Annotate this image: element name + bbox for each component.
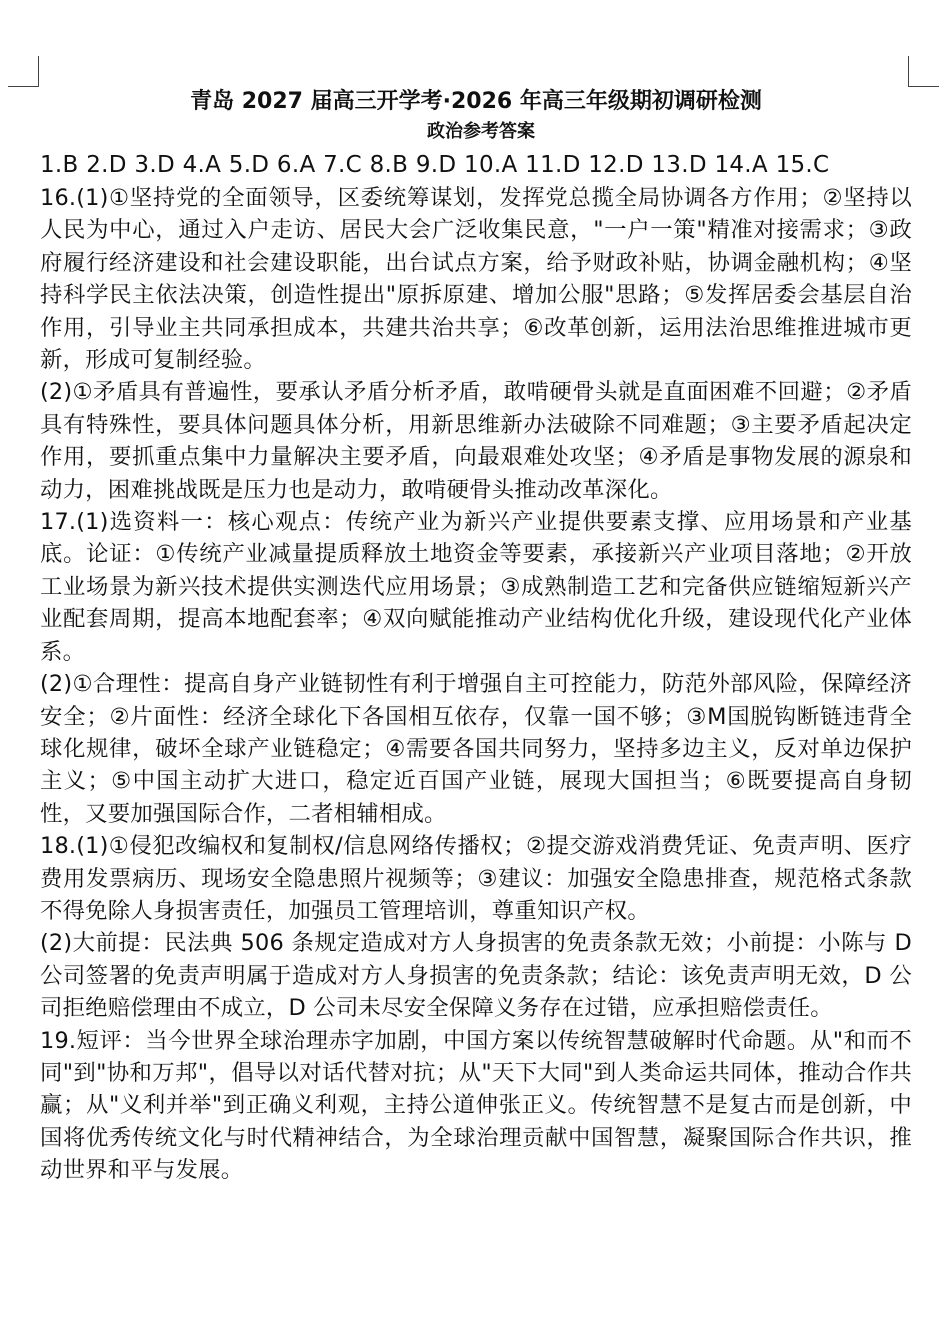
answer-16-part-2: (2)①矛盾具有普遍性，要承认矛盾分析矛盾，敢啃硬骨头就是直面困难不回避；②矛盾具有特殊性，要具体问题具体分析，用新思维新办法破除不同难题；③主要矛盾起决定作用，要抓重点集中力量解决主要矛盾，向最艰难处攻坚；④矛盾是事物发展的源泉和动力，困难挑战既是压力也是动力，敢啃硬骨头推动改革深化。 (40, 379, 912, 503)
multiple-choice-answers: 1.B 2.D 3.D 4.A 5.D 6.A 7.C 8.B 9.D 10.A 11.D 12.D 13.D 14.A 15.C (40, 152, 830, 178)
answer-sheet (40, 86, 912, 1187)
answer-19: 19.短评：当今世界全球治理赤字加剧，中国方案以传统智慧破解时代命题。从"和而不同"到"协和万邦"，倡导以对话代替对抗；从"天下大同"到人类命运共同体，推动合作共赢；从"义利并举"到正确义利观，主持公道伸张正义。传统智慧不是复古而是创新，中国将优秀传统文化与时代精神结合，为全球治理贡献中国智慧，凝聚国际合作共识，推动世界和平与发展。 (40, 1027, 912, 1184)
answer-17-part-2: (2)①合理性：提高自身产业链韧性有利于增强自主可控能力，防范外部风险，保障经济安全；②片面性：经济全球化下各国相互依存，仅靠一国不够；③M国脱钩断链违背全球化规律，破坏全球产业链稳定；④需要各国共同努力，坚持多边主义，反对单边保护主义；⑤中国主动扩大进口，稳定近百国产业链，展现大国担当；⑥既要提高自身韧性，又要加强国际合作，二者相辅相成。 (40, 671, 912, 827)
crop-mark-top-left (8, 56, 39, 87)
crop-mark-top-right (908, 56, 939, 87)
page-title: 青岛 2027 届高三开学考·2026 年高三年级期初调研检测 (190, 89, 762, 114)
answer-17-part-1: 17.(1)选资料一：核心观点：传统产业为新兴产业提供要素支撑、应用场景和产业基底。论证：①传统产业减量提质释放土地资金等要素，承接新兴产业项目落地；②开放工业场景为新兴技术提供实测迭代应用场景；③成熟制造工艺和完备供应链缩短新兴产业配套周期，提高本地配套率；④双向赋能推动产业结构优化升级，建设现代化产业体系。 (40, 509, 912, 665)
answer-16-part-1: 16.(1)①坚持党的全面领导，区委统筹谋划，发挥党总揽全局协调各方作用；②坚持以人民为中心，通过入户走访、居民大会广泛收集民意，"一户一策"精准对接需求；③政府履行经济建设和社会建设职能，出台试点方案，给予财政补贴，协调金融机构；④坚持科学民主依法决策，创造性提出"原拆原建、增加公服"思路；⑤发挥居委会基层自治作用，引导业主共同承担成本，共建共治共享；⑥改革创新，运用法治思维推进城市更新，形成可复制经验。 (40, 185, 912, 374)
page-subtitle: 政治参考答案 (427, 121, 535, 142)
answer-18-part-1: 18.(1)①侵犯改编权和复制权/信息网络传播权；②提交游戏消费凭证、免责声明、医疗费用发票病历、现场安全隐患照片视频等；③建议：加强安全隐患排查，规范格式条款不得免除人身损害责任，加强员工管理培训，尊重知识产权。 (40, 833, 912, 924)
answer-18-part-2: (2)大前提：民法典 506 条规定造成对方人身损害的免责条款无效；小前提：小陈与 D 公司签署的免责声明属于造成对方人身损害的免责条款；结论：该免责声明无效，D 公司拒绝赔偿理由不成立，D 公司未尽安全保障义务存在过错，应承担赔偿责任。 (40, 930, 912, 1022)
